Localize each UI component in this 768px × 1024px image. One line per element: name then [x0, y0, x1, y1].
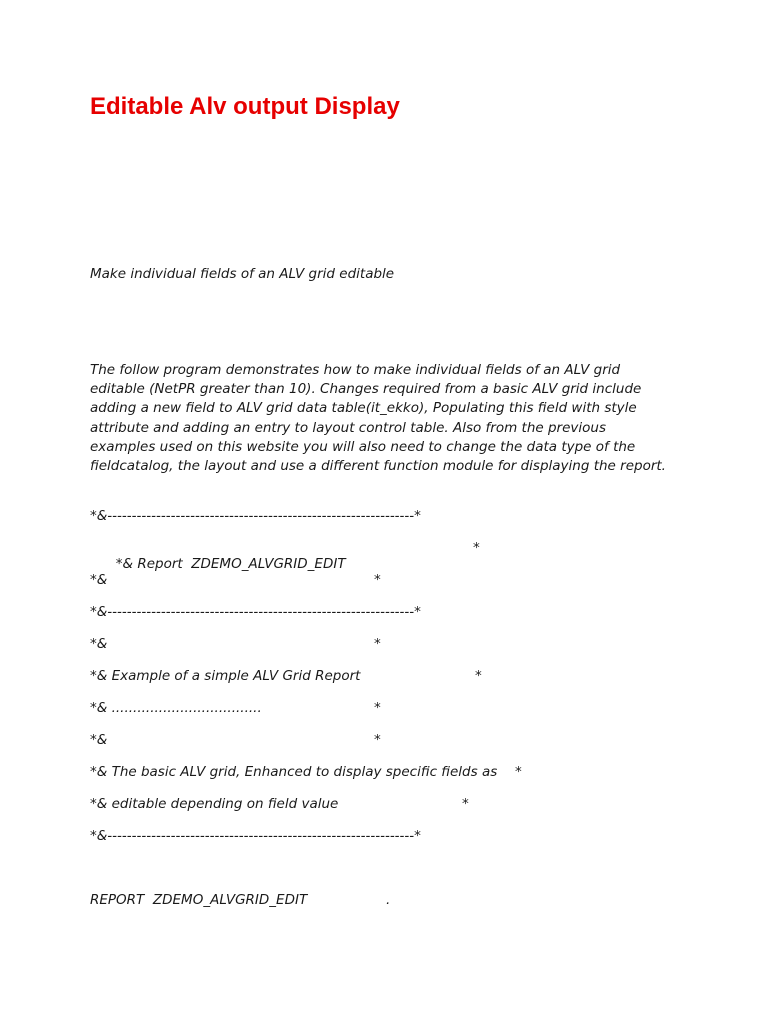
code-example-line: *& Example of a simple ALV Grid Report — [90, 668, 361, 684]
code-report-line — [90, 540, 346, 588]
code-end-star: * — [374, 700, 381, 716]
code-end-star: * — [374, 572, 381, 588]
code-end-star: * — [473, 540, 480, 556]
code-blank-line: *& — [90, 572, 108, 588]
report-terminator: . — [386, 892, 391, 908]
code-editable-line: *& editable depending on field value — [90, 796, 339, 812]
report-statement: REPORT ZDEMO_ALVGRID_EDIT — [90, 892, 308, 908]
code-border-line: *&---------------------------------------------------------------* — [90, 604, 421, 620]
code-end-star: * — [515, 764, 522, 780]
code-end-star: * — [462, 796, 469, 812]
code-blank-line: *& — [90, 732, 108, 748]
code-basic-line: *& The basic ALV grid, Enhanced to display specific fields as — [90, 764, 498, 780]
code-end-star: * — [374, 732, 381, 748]
code-blank-line: *& — [90, 636, 108, 652]
code-border-line: *&---------------------------------------------------------------* — [90, 508, 421, 524]
code-report-text: *& Report ZDEMO_ALVGRID_EDIT — [115, 556, 346, 572]
code-end-star: * — [475, 668, 482, 684]
code-border-line: *&---------------------------------------------------------------* — [90, 828, 421, 844]
code-end-star: * — [374, 636, 381, 652]
description-paragraph: The follow program demonstrates how to make individual fields of an ALV grid editable (NetPR greater than 10). Changes required from a basic ALV grid include adding a new field to ALV grid data table(it_ekko), Populating this field with style attribute and adding an entry to layout control table. Also from the previous examples used on this website you will also need to change the data type of the fieldcatalog, the layout and use a different function module for displaying the report. — [90, 362, 666, 475]
page-title: Editable Alv output Display — [90, 93, 400, 120]
subtitle: Make individual fields of an ALV grid editable — [90, 266, 395, 282]
code-dots-line: *& ................................... — [90, 700, 262, 716]
